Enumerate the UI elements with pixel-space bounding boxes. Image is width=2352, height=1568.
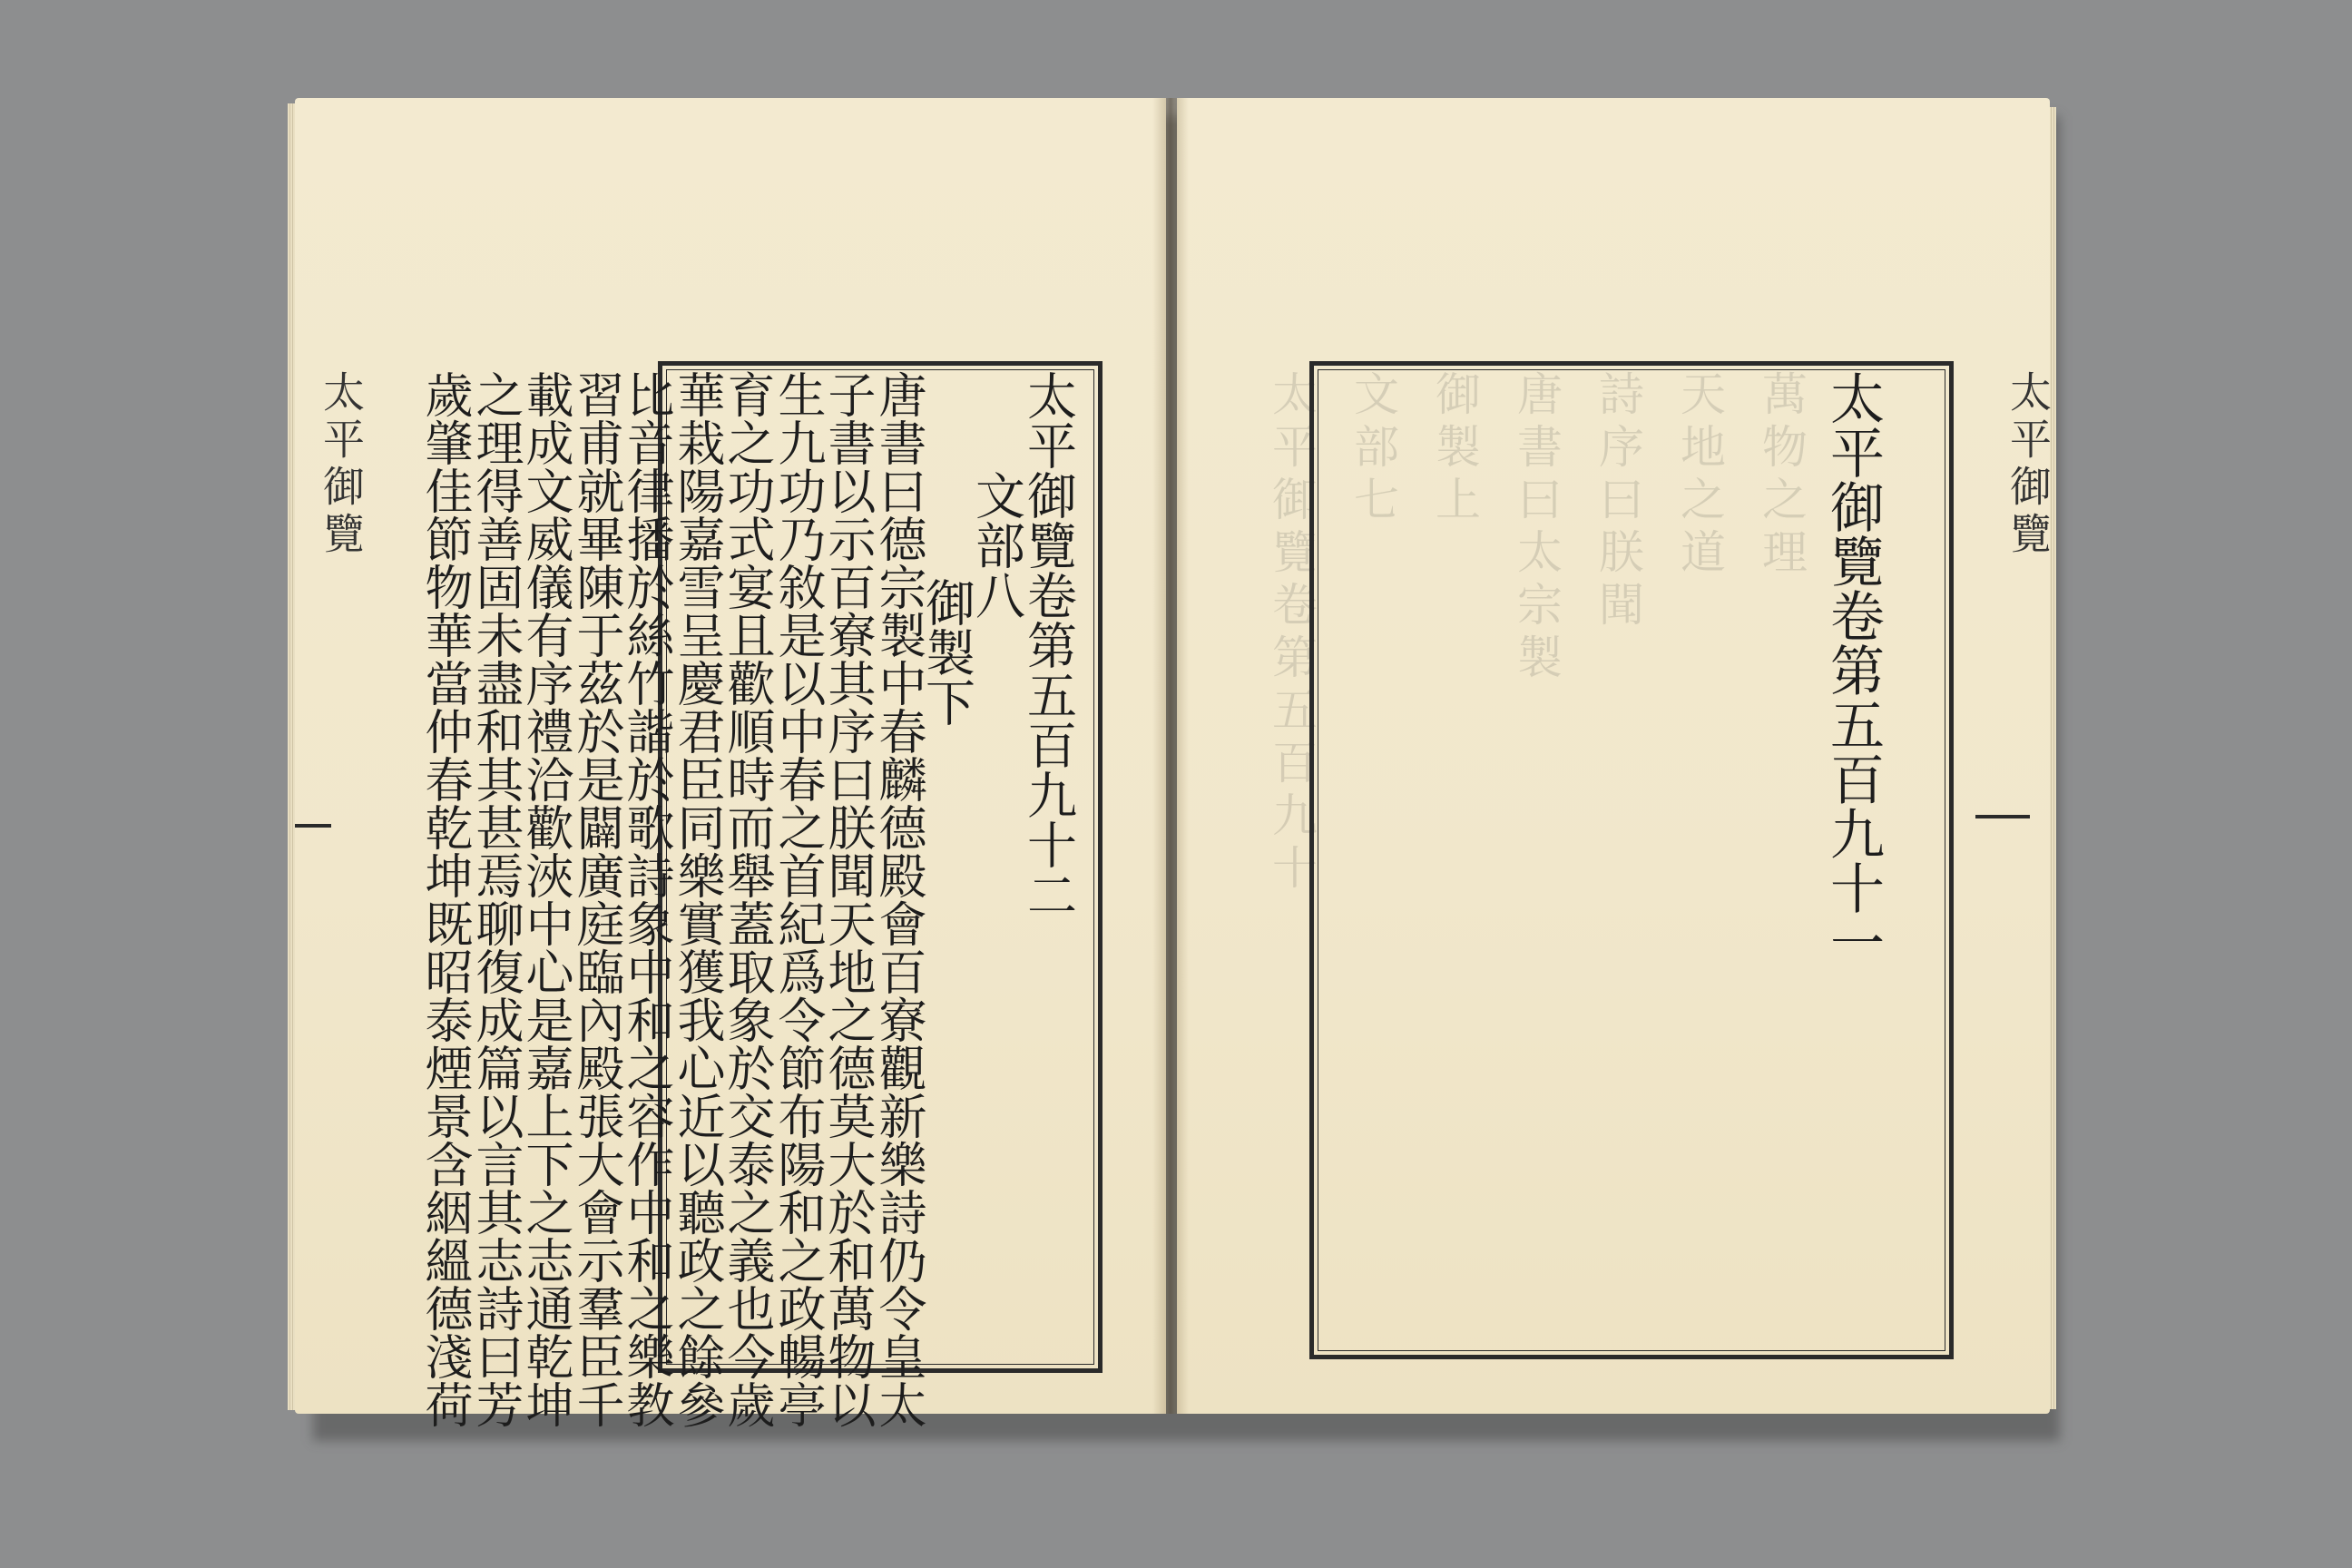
left-spine-rule [295, 824, 331, 828]
left-body-line-5: 華栽陽嘉雪呈慶君臣同樂實獲我心近以聽政之餘參 [670, 370, 725, 1428]
left-body-line-7: 習甫就畢陳于茲於是闢廣庭臨內殿張大會示羣臣千 [569, 370, 624, 1428]
book-gutter [1152, 98, 1189, 1414]
left-body-line-6: 比音律播於絲竹諧於歌詩象中和之容作中和之樂教 [619, 370, 674, 1428]
open-book [295, 98, 2051, 1427]
left-body-line-10: 歲肇佳節物華當仲春乾坤既昭泰煙景含絪縕德淺荷 [417, 370, 473, 1428]
left-body-line-4: 育之功式宴且歡順時而舉蓋取象於交泰之義也今歲 [720, 370, 775, 1428]
left-body-line-8: 載成文威儀有序禮洽歡浹中心是嘉上下之志通乾坤 [518, 370, 573, 1428]
left-spine-label: 太平御覽 [317, 370, 366, 559]
bleed-through-column: 唐書曰太宗製 [1510, 370, 1563, 686]
left-subsection: 御製下 [917, 577, 975, 727]
left-body-line-9: 之理得善固未盡和其甚焉聊復成篇以言其志詩曰芳 [468, 370, 524, 1428]
bleed-through-column: 太平御覽卷第五百九十 [1265, 370, 1318, 897]
left-body-line-3: 生九功乃敘是以中春之首紀爲令節布陽和之政暢亭 [770, 370, 826, 1428]
left-section: 文部八 [967, 470, 1025, 620]
left-body-line-2: 子書以示百寮其序曰朕聞天地之德莫大於和萬物以 [820, 370, 876, 1428]
right-spine-rule [1975, 815, 2030, 818]
left-body-line-1: 唐書曰德宗製中春麟德殿會百寮觀新樂詩仍令皇太 [871, 370, 926, 1428]
bleed-through-column: 天地之道 [1673, 370, 1726, 581]
bleed-through-column: 文部七 [1347, 370, 1399, 528]
right-title: 太平御覽卷第五百九十一 [1821, 370, 1885, 969]
right-spine-label: 太平御覽 [2004, 370, 2053, 559]
bleed-through-column: 萬物之理 [1755, 370, 1808, 581]
bleed-through-column: 詩序曰朕聞 [1592, 370, 1644, 633]
left-title: 太平御覽卷第五百九十二 [1019, 370, 1077, 919]
bleed-through-column: 御製上 [1428, 370, 1481, 528]
